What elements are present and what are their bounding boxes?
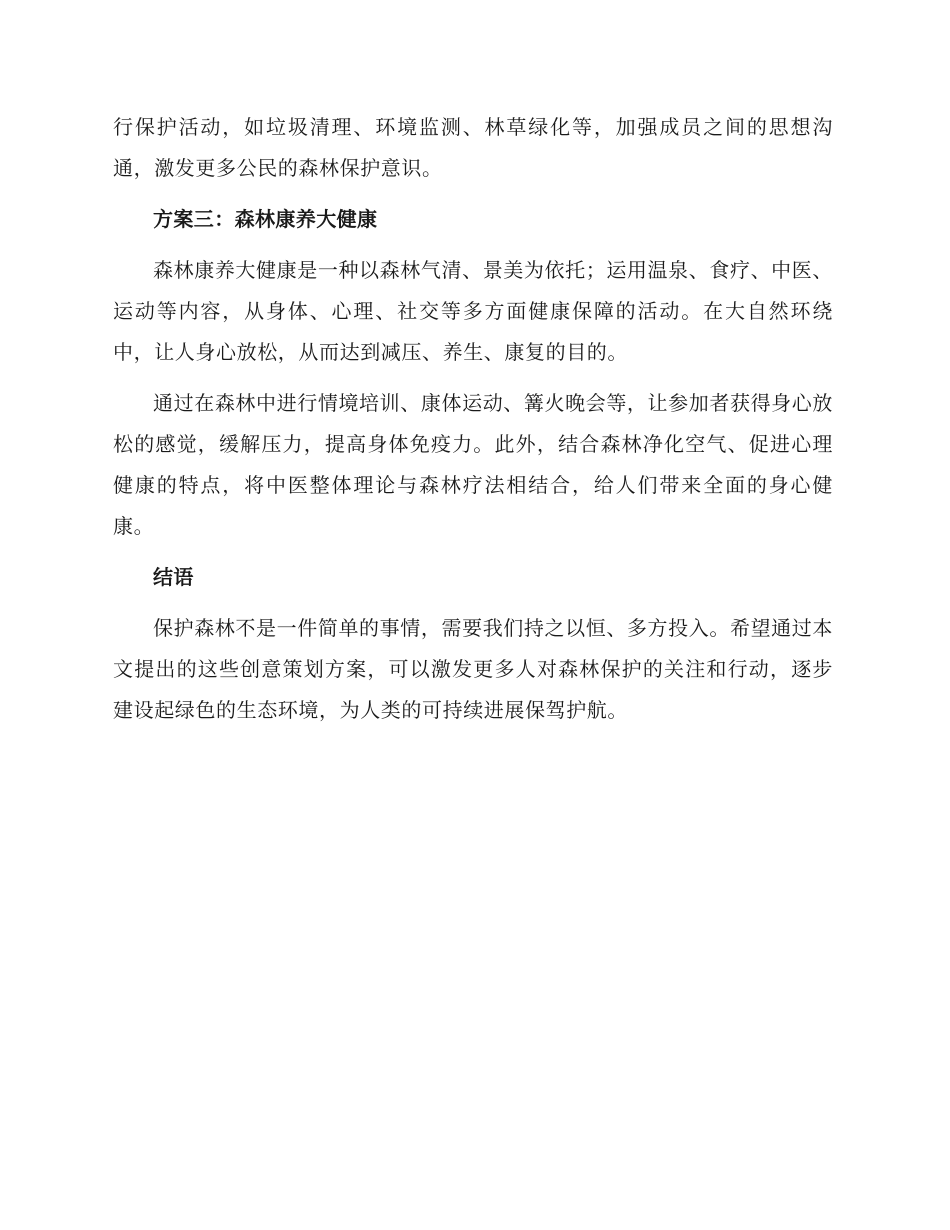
paragraph: 森林康养大健康是一种以森林气清、景美为依托；运用温泉、食疗、中医、运动等内容，从身体、心理、社交等多方面健康保障的活动。在大自然环绕中，让人身心放松，从而达到减压、养生、康复的目的。 [113,258,833,364]
paragraph: 保护森林不是一件简单的事情，需要我们持之以恒、多方投入。希望通过本文提出的这些创意策划方案，可以激发更多人对森林保护的关注和行动，逐步建设起绿色的生态环境，为人类的可持续进展保驾护航。 [113,616,833,722]
paragraph: 通过在森林中进行情境培训、康体运动、篝火晚会等，让参加者获得身心放松的感觉，缓解压力，提高身体免疫力。此外，结合森林净化空气、促进心理健康的特点，将中医整体理论与森林疗法相结合，给人们带来全面的身心健康。 [113,391,833,538]
paragraph-continued: 行保护活动，如垃圾清理、环境监测、林草绿化等，加强成员之间的思想沟通，激发更多公民的森林保护意识。 [113,115,833,180]
section-heading-plan-three: 方案三：森林康养大健康 [153,207,378,231]
section-heading-conclusion: 结语 [153,565,194,589]
document-body [113,107,833,741]
